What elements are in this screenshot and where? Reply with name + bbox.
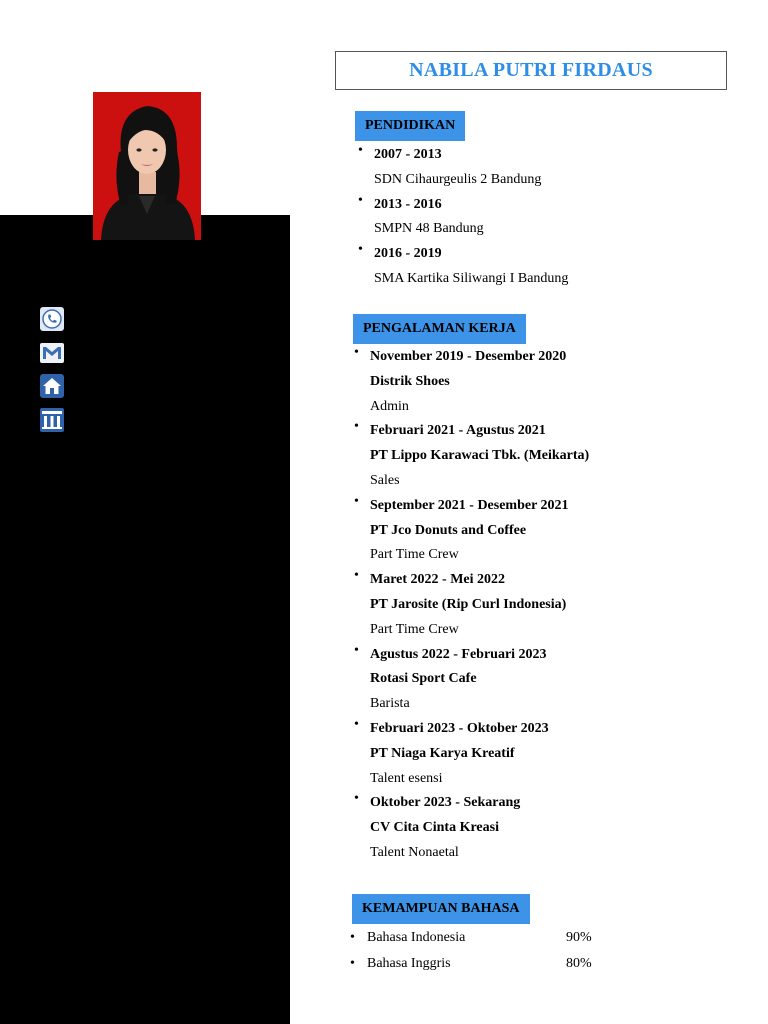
- experience-item: [354, 717, 589, 791]
- experience-item: [354, 791, 589, 865]
- contact-phone: [40, 307, 162, 331]
- education-school: SDN Cihaurgeulis 2 Bandung: [374, 171, 542, 187]
- contact-email: [40, 341, 245, 365]
- experience-item: [354, 345, 589, 419]
- language-label: Bahasa Indonesia: [367, 930, 466, 945]
- experience-role: Admin: [370, 398, 409, 414]
- experience-company: PT Niaga Karya Kreatif: [370, 745, 515, 761]
- experience-company: PT Jarosite (Rip Curl Indonesia): [370, 596, 567, 612]
- education-item: [358, 242, 568, 292]
- software-label: MS. Word: [69, 881, 127, 896]
- trait-value: 90%: [200, 701, 226, 716]
- experience-company: CV Cita Cinta Kreasi: [370, 820, 499, 836]
- language-value: 80%: [566, 956, 592, 971]
- experience-item: [354, 494, 589, 568]
- trait-label: Disiplin: [64, 760, 110, 775]
- experience-period: • Maret 2022 - Mei 2022: [370, 572, 506, 588]
- software-label: MS. Excel: [69, 905, 129, 920]
- experience-role: Sales: [370, 472, 400, 488]
- experience-item: [354, 419, 589, 493]
- trait-label: Teamwork: [64, 730, 124, 745]
- education-period: • 2013 - 2016: [374, 196, 442, 212]
- experience-period: • Oktober 2023 - Sekarang: [370, 795, 521, 811]
- software-heading: KEMAMPUAN SOFTWARE: [47, 836, 242, 852]
- bahasa-heading: KEMAMPUAN BAHASA: [352, 894, 530, 924]
- trait-label: Komunikatif: [64, 672, 136, 687]
- language-value: 90%: [566, 930, 592, 945]
- social-label: Instagram: [74, 524, 130, 539]
- contact-address: [40, 374, 266, 398]
- experience-period: • Agustus 2022 - Februari 2023: [370, 646, 547, 662]
- pengalaman-heading: PENGALAMAN KERJA: [353, 314, 526, 344]
- education-period: • 2007 - 2013: [374, 147, 442, 162]
- name-box: [335, 51, 727, 90]
- home-icon: [40, 374, 64, 398]
- mail-icon: [40, 341, 64, 365]
- experience-period: • Februari 2023 - Oktober 2023: [370, 720, 549, 736]
- experience-company: PT Jco Donuts and Coffee: [370, 522, 527, 538]
- sidebar: [0, 215, 290, 1024]
- experience-role: Barista: [370, 696, 410, 712]
- education-school: SMPN 48 Bandung: [374, 221, 484, 237]
- address: Jl. Cimenyan Endah Raya No. 48: [78, 377, 266, 392]
- trait-label: Pekerja Keras: [64, 701, 143, 716]
- trait-value: 90%: [200, 672, 226, 687]
- profile-photo: [93, 92, 201, 240]
- social-value: : akunabola: [146, 556, 211, 571]
- profile-photo-illustration: [93, 92, 201, 240]
- contact-birth: [40, 408, 240, 432]
- social-value: : @nabila.pf: [146, 524, 216, 539]
- bullet-dot: •: [350, 930, 355, 945]
- experience-period: • Februari 2021 - Agustus 2021: [370, 423, 546, 439]
- software-value: 80%: [205, 881, 231, 896]
- birth-info: Sumedang,8 Desember 2001: [78, 411, 240, 426]
- data-pribadi-heading: DATA PRIBADI: [90, 272, 200, 288]
- software-value: 80%: [205, 930, 231, 945]
- experience-company: PT Lippo Karawaci Tbk. (Meikarta): [370, 448, 590, 464]
- sosial-media-heading: SOSIAL MEDIA: [88, 491, 201, 507]
- experience-item: [354, 643, 589, 717]
- experience-company: Rotasi Sport Cafe: [370, 671, 477, 687]
- experience-role: Part Time Crew: [370, 621, 459, 637]
- phone-icon: [40, 307, 64, 331]
- software-value: 70%: [205, 905, 231, 920]
- language-label: Bahasa Inggris: [367, 956, 451, 971]
- trait-value: 90%: [200, 730, 226, 745]
- building-icon: [40, 408, 64, 432]
- full-name: NABILA PUTRI FIRDAUS: [409, 59, 653, 81]
- education-school: SMA Kartika Siliwangi I Bandung: [374, 270, 569, 286]
- experience-role: Talent Nonaetal: [370, 844, 459, 860]
- experience-company: Distrik Shoes: [370, 373, 450, 389]
- experience-period: • November 2019 - Desember 2020: [370, 349, 567, 364]
- experience-item: [354, 568, 589, 642]
- email-address: nabilapfirdaus08@gmail.com: [78, 344, 245, 359]
- experience-period: • September 2021 - Desember 2021: [370, 497, 569, 513]
- education-item: [358, 193, 568, 243]
- trait-value: 90%: [200, 760, 226, 775]
- experience-role: Talent esensi: [370, 770, 443, 786]
- education-list: [358, 143, 568, 292]
- software-label: MS. Power Point: [69, 930, 166, 945]
- social-label: Tiktok: [74, 556, 111, 571]
- bullet-dot: •: [350, 956, 355, 971]
- education-item: [358, 143, 568, 193]
- experience-role: Part Time Crew: [370, 547, 459, 563]
- kepribadian-heading: KEPRIBADIAN: [90, 628, 200, 644]
- phone-number: 081910638352: [78, 310, 162, 325]
- pendidikan-heading: PENDIDIKAN: [355, 111, 465, 141]
- education-period: • 2016 - 2019: [374, 246, 442, 262]
- experience-list: [354, 345, 589, 866]
